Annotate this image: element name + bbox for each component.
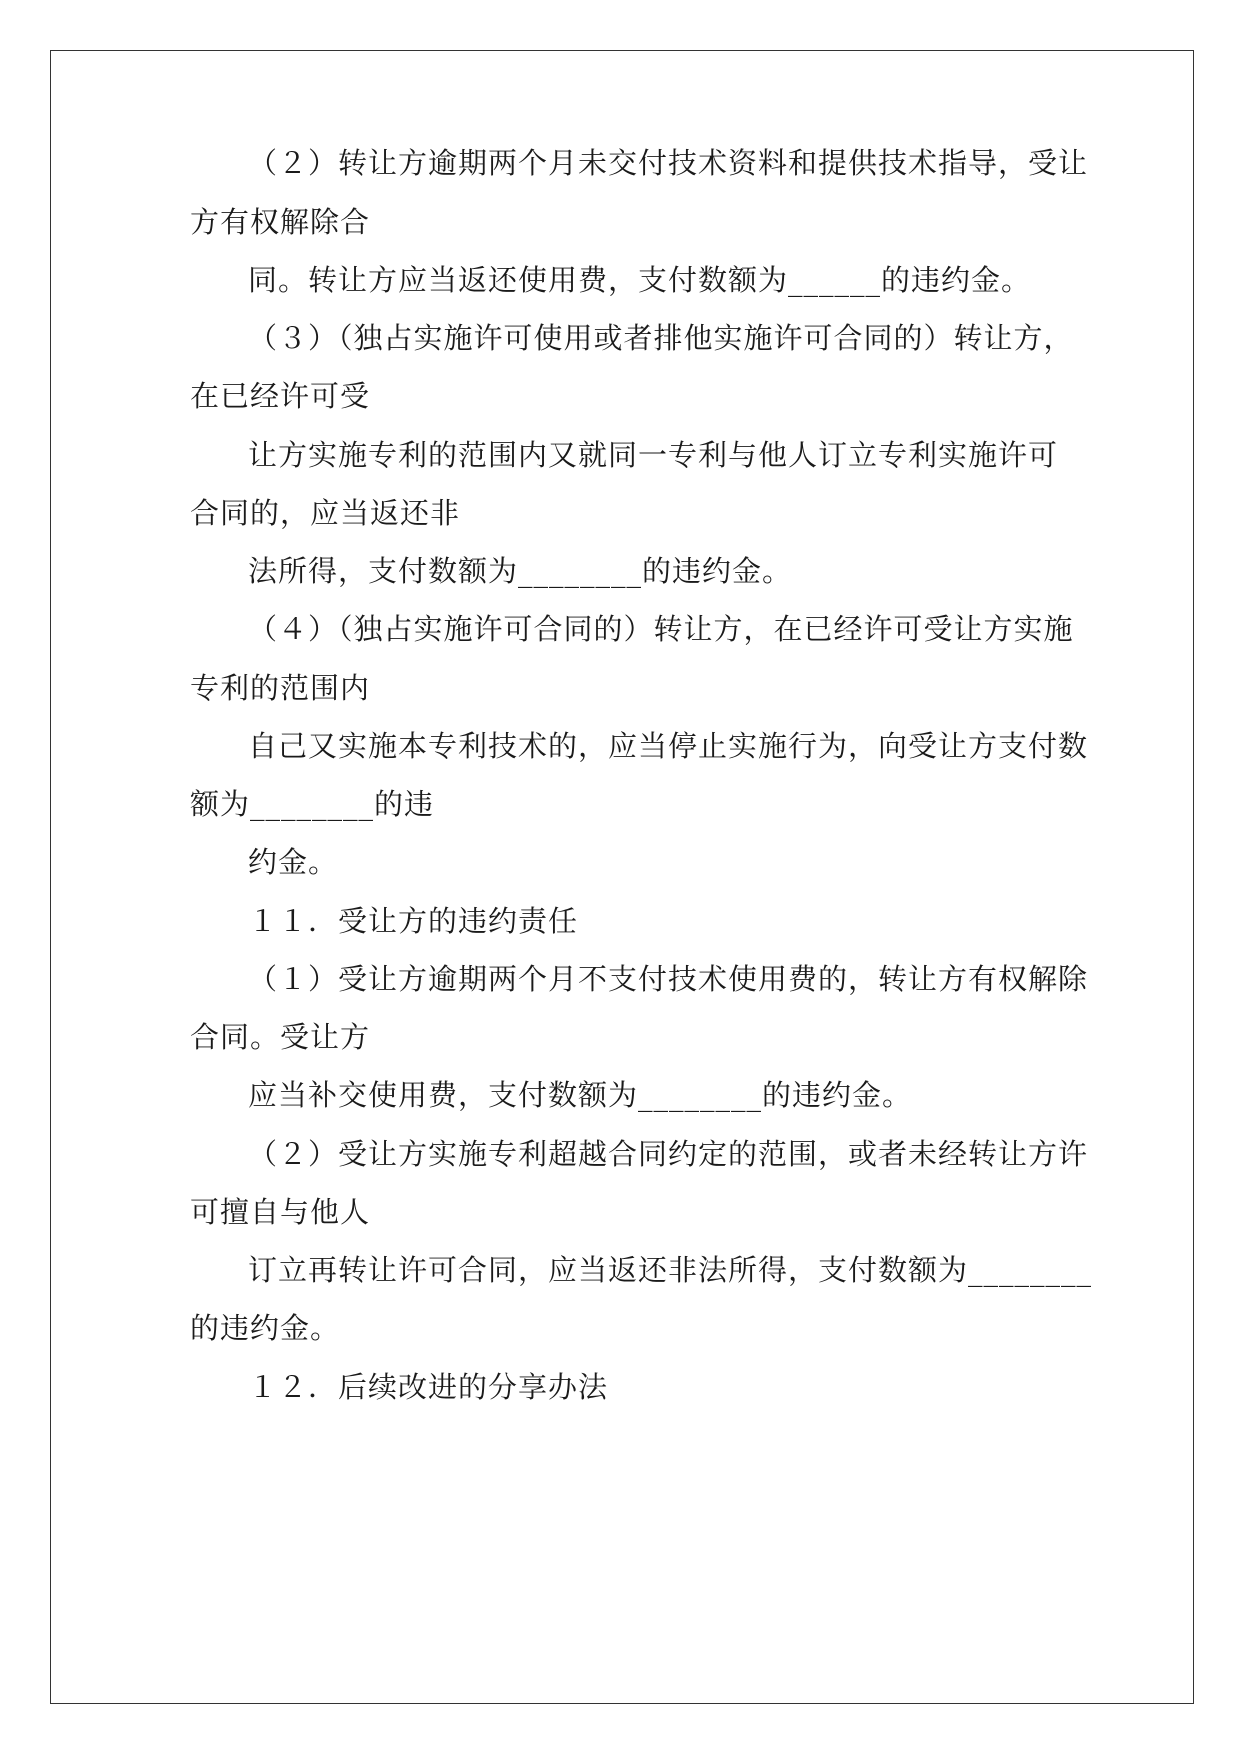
text-line-2: 方有权解除合: [190, 205, 371, 239]
text-line-21: 的违约金。: [190, 1311, 341, 1345]
section-heading-11: １１．受让方的违约责任: [248, 904, 579, 938]
text-line-13: 约金。: [248, 845, 339, 879]
text-line-18: （２）受让方实施专利超越合同约定的范围，或者未经转让方许: [248, 1137, 1089, 1171]
text-line-16: 合同。受让方: [190, 1020, 371, 1054]
text-line-10: 专利的范围内: [190, 671, 371, 705]
text-line-17: 应当补交使用费，支付数额为________的违约金。: [248, 1078, 913, 1112]
text-line-9: （４）（独占实施许可合同的）转让方，在已经许可受让方实施: [248, 612, 1074, 646]
text-line-1: （２）转让方逾期两个月未交付技术资料和提供技术指导，受让: [248, 146, 1089, 180]
text-line-4: （３）（独占实施许可使用或者排他实施许可合同的）转让方，: [248, 321, 1074, 355]
text-line-19: 可擅自与他人: [190, 1195, 371, 1229]
text-line-15: （１）受让方逾期两个月不支付技术使用费的，转让方有权解除: [248, 962, 1089, 996]
section-heading-12: １２．后续改进的分享办法: [248, 1370, 609, 1404]
text-line-6: 让方实施专利的范围内又就同一专利与他人订立专利实施许可: [248, 438, 1059, 472]
page-border: [50, 50, 1194, 1704]
text-line-11: 自己又实施本专利技术的，应当停止实施行为，向受让方支付数: [248, 729, 1089, 763]
text-line-3: 同。转让方应当返还使用费，支付数额为______的违约金。: [248, 263, 1032, 297]
text-line-12: 额为________的违: [190, 787, 435, 821]
text-line-5: 在已经许可受: [190, 379, 371, 413]
text-line-20: 订立再转让许可合同，应当返还非法所得，支付数额为________: [248, 1253, 1093, 1287]
text-line-8: 法所得，支付数额为________的违约金。: [248, 554, 793, 588]
text-line-7: 合同的，应当返还非: [190, 496, 461, 530]
